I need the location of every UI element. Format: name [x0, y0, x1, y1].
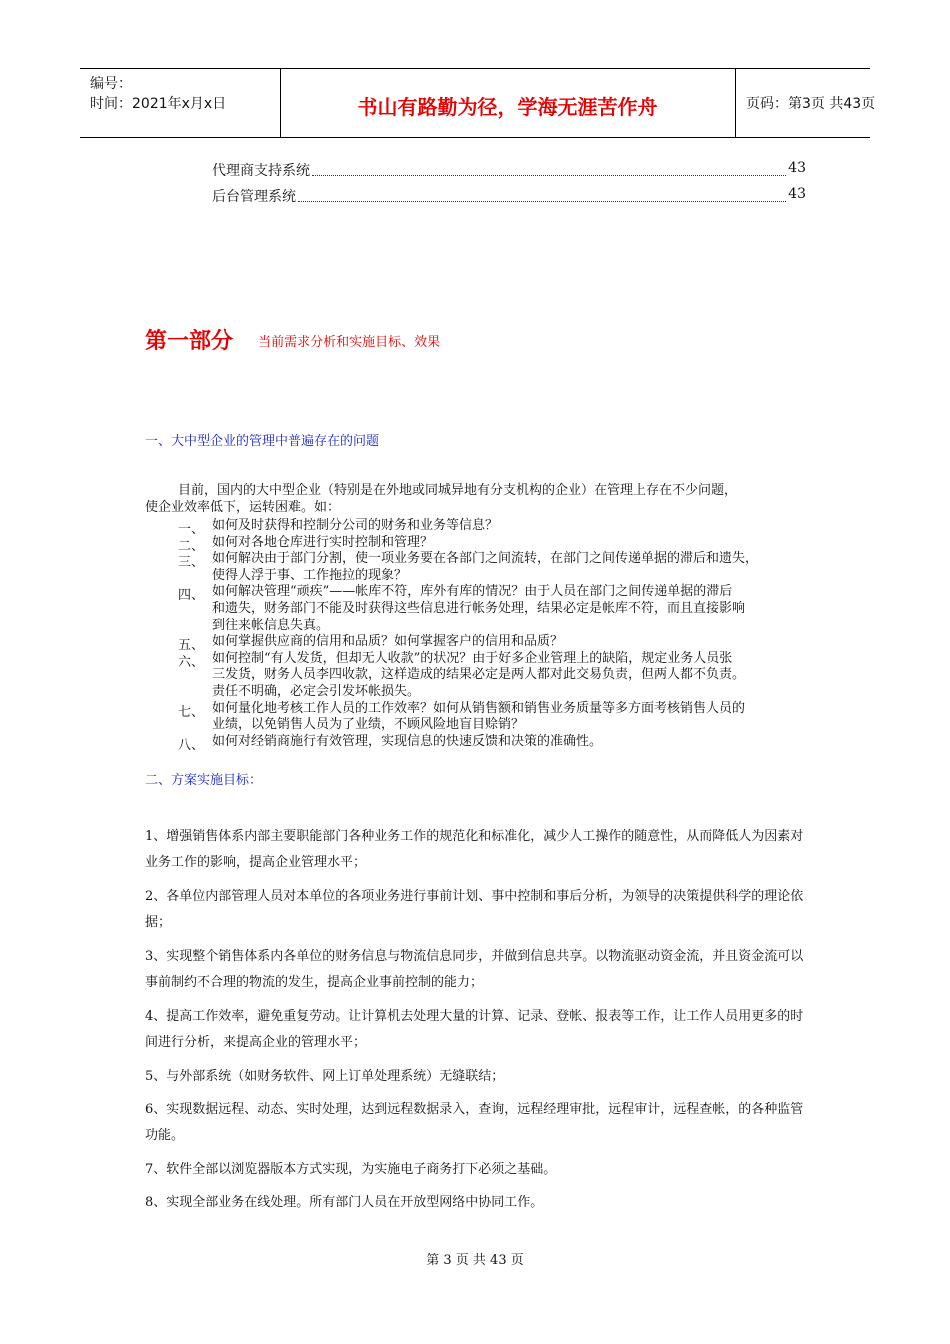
goal-item: 2、各单位内部管理人员对本单位的各项业务进行事前计划、事中控制和事后分析，为领导的决策提供科学的理论依据； — [145, 889, 804, 930]
goal-item: 4、提高工作效率，避免重复劳动。让计算机去处理大量的计算、记录、登帐、报表等工作，让工作人员用更多的时间进行分析，来提高企业的管理水平； — [145, 1009, 804, 1050]
toc-entry-page: 43 — [788, 160, 806, 176]
date-label: 时间：2021年x月x日 — [90, 96, 227, 112]
toc-entry-label: 后台管理系统 — [212, 189, 296, 205]
toc-entry-label: 代理商支持系统 — [212, 163, 310, 179]
intro-line: 目前，国内的大中型企业（特别是在外地或同城异地有分支机构的企业）在管理上存在不少问题， — [178, 483, 738, 498]
number-label: 编号： — [90, 76, 132, 92]
toc-entry[interactable] — [212, 186, 806, 206]
part-title: 第一部分 — [145, 329, 234, 354]
issue-text-line: 责任不明确，必定会引发坏帐损失。 — [212, 684, 421, 699]
issue-text-line: 业绩，以免销售人员为了业绩，不顾风险地盲目赊销？ — [212, 717, 525, 733]
header-right-cell — [736, 69, 876, 137]
section-heading-1: 一、大中型企业的管理中普遍存在的问题 — [145, 434, 380, 449]
issue-number: 五、 — [178, 638, 205, 654]
part-heading — [145, 324, 440, 355]
issue-text-line: 如何对经销商施行有效管理，实现信息的快速反馈和决策的准确性。 — [212, 733, 603, 749]
issue-text-line: 如何对各地仓库进行实时控制和管理？ — [212, 534, 434, 550]
intro-line: 使企业效率低下，运转困难。如： — [145, 500, 341, 515]
issue-text-line: 使得人浮于事、工作拖拉的现象？ — [212, 567, 408, 583]
page-header — [80, 68, 876, 138]
header-left-cell — [80, 69, 281, 137]
issue-number: 八、 — [178, 737, 205, 753]
toc-entry[interactable] — [212, 160, 806, 180]
issue-text-line: 如何掌握供应商的信用和品质？如何掌握客户的信用和品质？ — [212, 634, 564, 650]
goal-item: 6、实现数据远程、动态、实时处理，达到远程数据录入，查询，远程经理审批，远程审计，远程查帐，的各种监管功能。 — [145, 1102, 804, 1143]
issue-number: 二、 — [178, 538, 205, 554]
issue-text-line: 如何量化地考核工作人员的工作效率？如何从销售额和销售业务质量等多方面考核销售人员的 — [212, 700, 746, 716]
issue-number: 六、 — [178, 654, 205, 670]
goal-item: 7、软件全部以浏览器版本方式实现，为实施电子商务打下必须之基础。 — [145, 1162, 557, 1177]
issue-text-line: 如何解决由于部门分割，使一项业务要在各部门之间流转，在部门之间传递单据的滞后和遗失， — [212, 551, 759, 567]
goal-item: 8、实现全部业务在线处理。所有部门人员在开放型网络中协同工作。 — [145, 1195, 544, 1210]
issue-number: 三、 — [178, 555, 205, 571]
header-motto-cell — [280, 69, 736, 137]
header-motto: 书山有路勤为径，学海无涯苦作舟 — [357, 95, 658, 119]
goal-item: 1、增强销售体系内部主要职能部门各种业务工作的规范化和标准化，减少人工操作的随意性，从而降低人为因素对业务工作的影响，提高企业管理水平； — [145, 829, 804, 870]
page-label: 页码：第3页 共43页 — [746, 96, 876, 112]
issue-text-line: 和遗失，财务部门不能及时获得这些信息进行帐务处理，结果必定是帐库不符，而且直接影响 — [212, 601, 746, 616]
issue-text-line: 三发货，财务人员李四收款，这样造成的结果必定是两人都对此交易负责，但两人都不负责。 — [212, 667, 746, 683]
issue-number: 七、 — [178, 704, 205, 720]
issue-number: 四、 — [178, 588, 205, 604]
issue-number: 一、 — [178, 522, 205, 537]
issue-text-line: 如何控制“有人发货，但却无人收款”的状况？由于好多企业管理上的缺陷，规定业务人员张 — [212, 650, 733, 666]
toc-leader-dots — [312, 160, 786, 176]
page-footer: 第 3 页 共 43 页 — [426, 1253, 524, 1268]
issue-text-line: 到往来帐信息失真。 — [212, 617, 330, 633]
section-heading-2: 二、方案实施目标： — [145, 773, 263, 788]
toc-leader-dots — [298, 186, 786, 202]
goal-item: 3、实现整个销售体系内各单位的财务信息与物流信息同步，并做到信息共享。以物流驱动资金流，并且资金流可以事前制约不合理的物流的发生，提高企业事前控制的能力； — [145, 949, 804, 990]
part-subtitle: 当前需求分析和实施目标、效果 — [258, 335, 441, 350]
goal-item: 5、与外部系统（如财务软件、网上订单处理系统）无缝联结； — [145, 1069, 505, 1084]
toc-entry-page: 43 — [788, 186, 806, 202]
issue-text-line: 如何及时获得和控制分公司的财务和业务等信息？ — [212, 518, 499, 533]
issue-text-line: 如何解决管理“顽疾”——帐库不符，库外有库的情况？由于人员在部门之间传递单据的滞后 — [212, 584, 733, 600]
